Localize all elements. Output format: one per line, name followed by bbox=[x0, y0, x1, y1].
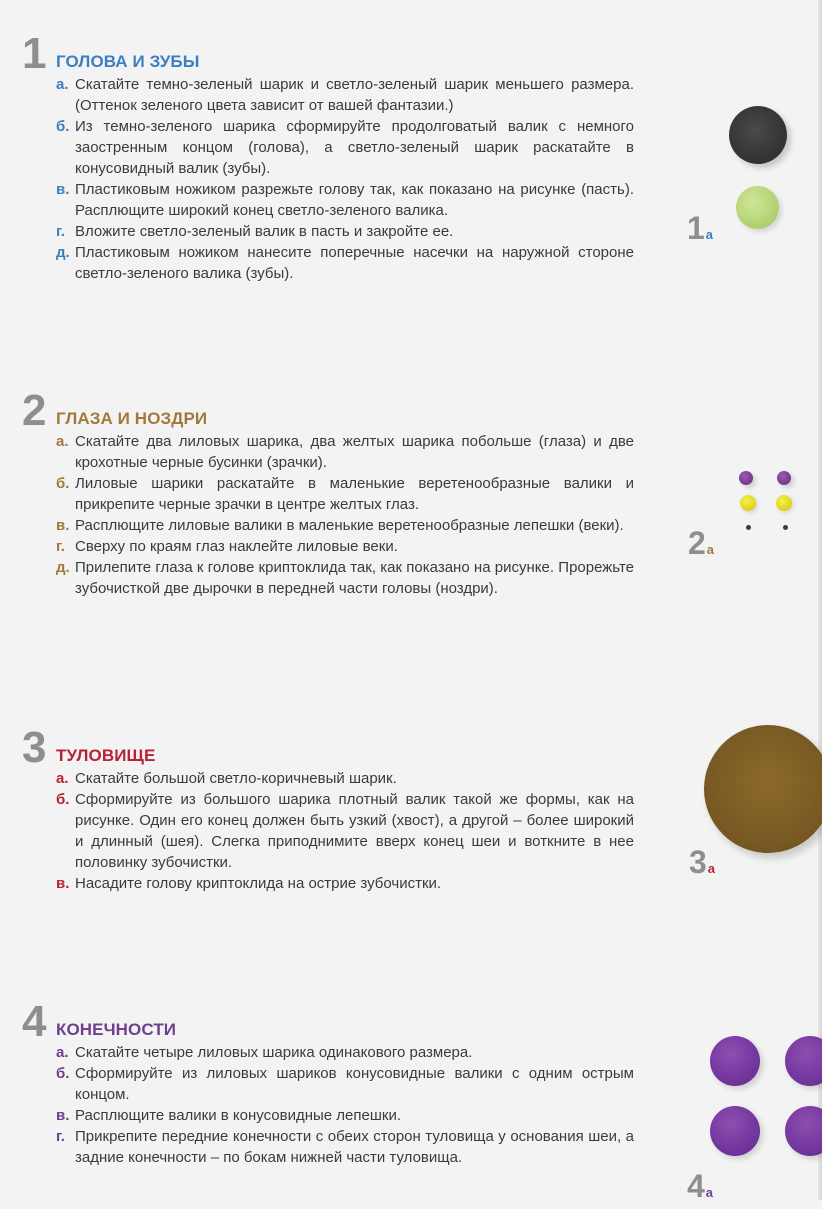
item-letter: в. bbox=[56, 181, 70, 198]
black-bead-image bbox=[746, 525, 751, 530]
figure-sub: а bbox=[705, 1185, 714, 1200]
list-item bbox=[56, 1126, 634, 1168]
item-letter: б. bbox=[56, 791, 70, 808]
item-text: Расплющите лиловые валики в маленькие веретенообразные лепешки (веки). bbox=[75, 517, 624, 534]
figure-label bbox=[687, 212, 713, 251]
purple-ball-image bbox=[785, 1106, 822, 1156]
yellow-ball-image bbox=[740, 495, 756, 511]
item-text: Лиловые шарики раскатайте в маленькие веретенообразные валики и прикрепите черные зрачки в центре желтых глаз. bbox=[75, 475, 634, 513]
item-text: Скатайте два лиловых шарика, два желтых шарика побольше (глаза) и две крохотные черные бусинки (зрачки). bbox=[75, 433, 634, 471]
black-bead-image bbox=[783, 525, 788, 530]
list-item bbox=[56, 74, 634, 116]
item-text: Расплющите валики в конусовидные лепешки. bbox=[75, 1107, 402, 1124]
list-item bbox=[56, 515, 634, 536]
item-letter: а. bbox=[56, 76, 69, 93]
item-text: Насадите голову криптоклида на острие зубочистки. bbox=[75, 875, 442, 892]
light-green-ball-image bbox=[736, 186, 779, 229]
item-letter: а. bbox=[56, 433, 69, 450]
purple-ball-image bbox=[777, 471, 791, 485]
step-1-section bbox=[0, 29, 700, 292]
item-letter: б. bbox=[56, 118, 70, 135]
list-item bbox=[56, 873, 634, 894]
list-item bbox=[56, 221, 634, 242]
step-4-section bbox=[0, 997, 700, 1180]
item-text: Сформируйте из большого шарика плотный валик такой же формы, как на рисунке. Один его конец должен быть узкий (хвост), а другой – более широкий и длинный (шея). Слегка приподнимите вверх конец шеи и воткните в нее половинку зубочистки. bbox=[75, 791, 634, 871]
item-letter: г. bbox=[56, 1128, 65, 1145]
list-item bbox=[56, 431, 634, 473]
item-letter: г. bbox=[56, 538, 65, 555]
item-letter: в. bbox=[56, 517, 70, 534]
list-item bbox=[56, 1042, 634, 1063]
item-text: Пластиковым ножиком нанесите поперечные насечки на наружной стороне светло-зеленого валика (зубы). bbox=[75, 244, 634, 282]
item-text: Вложите светло-зеленый валик в пасть и закройте ее. bbox=[75, 223, 454, 240]
item-letter: в. bbox=[56, 1107, 70, 1124]
list-item bbox=[56, 536, 634, 557]
item-text: Прикрепите передние конечности с обеих сторон туловища у основания шеи, а задние конечности – по бокам нижней части туловища. bbox=[75, 1128, 634, 1166]
item-text: Скатайте большой светло-коричневый шарик. bbox=[75, 770, 397, 787]
item-letter: б. bbox=[56, 1065, 70, 1082]
instruction-list bbox=[56, 768, 634, 894]
item-text: Сверху по краям глаз наклейте лиловые веки. bbox=[75, 538, 398, 555]
figure-number: 2 bbox=[688, 525, 705, 561]
list-item bbox=[56, 1105, 634, 1126]
step-2-section bbox=[0, 386, 700, 629]
figure-number: 1 bbox=[687, 210, 704, 246]
purple-ball-image bbox=[739, 471, 753, 485]
purple-ball-image bbox=[710, 1106, 760, 1156]
figure-label bbox=[688, 527, 714, 566]
item-text: Пластиковым ножиком разрежьте голову так, как показано на рисунке (пасть). Расплющите широкий конец светло-зеленого валика. bbox=[75, 181, 634, 219]
step-number: 4 bbox=[22, 997, 46, 1046]
item-text: Скатайте четыре лиловых шарика одинакового размера. bbox=[75, 1044, 473, 1061]
figure-label bbox=[689, 846, 715, 885]
list-item bbox=[56, 473, 634, 515]
item-text: Скатайте темно-зеленый шарик и светло-зеленый шарик меньшего размера. (Оттенок зеленого цвета зависит от вашей фантазии.) bbox=[75, 76, 634, 114]
figure-number: 3 bbox=[689, 844, 706, 880]
figure-label bbox=[687, 1170, 713, 1209]
item-letter: д. bbox=[56, 244, 70, 261]
item-letter: д. bbox=[56, 559, 70, 576]
item-letter: а. bbox=[56, 1044, 69, 1061]
list-item bbox=[56, 242, 634, 284]
step-title: ГОЛОВА И ЗУБЫ bbox=[56, 52, 200, 71]
step-number: 1 bbox=[22, 29, 46, 78]
light-brown-ball-image bbox=[704, 725, 822, 853]
item-letter: а. bbox=[56, 770, 69, 787]
item-text: Сформируйте из лиловых шариков конусовидные валики с одним острым концом. bbox=[75, 1065, 634, 1103]
step-number: 3 bbox=[22, 723, 46, 772]
figure-sub: а bbox=[706, 542, 715, 557]
list-item bbox=[56, 116, 634, 179]
yellow-ball-image bbox=[776, 495, 792, 511]
figure-number: 4 bbox=[687, 1168, 704, 1204]
page-edge bbox=[818, 0, 822, 1200]
instruction-list bbox=[56, 1042, 634, 1168]
list-item bbox=[56, 768, 634, 789]
item-text: Прилепите глаза к голове криптоклида так, как показано на рисунке. Прорежьте зубочисткой две дырочки в передней части головы (ноздри). bbox=[75, 559, 634, 597]
list-item bbox=[56, 179, 634, 221]
figure-sub: а bbox=[705, 227, 714, 242]
item-letter: б. bbox=[56, 475, 70, 492]
list-item bbox=[56, 1063, 634, 1105]
instruction-list bbox=[56, 431, 634, 599]
instruction-list bbox=[56, 74, 634, 284]
list-item bbox=[56, 557, 634, 599]
step-title: КОНЕЧНОСТИ bbox=[56, 1020, 177, 1039]
step-title: ТУЛОВИЩЕ bbox=[56, 746, 156, 765]
step-3-section bbox=[0, 723, 700, 906]
purple-ball-image bbox=[710, 1036, 760, 1086]
dark-green-ball-image bbox=[729, 106, 787, 164]
item-text: Из темно-зеленого шарика сформируйте продолговатый валик с немного заостренным концом (голова), а светло-зеленый шарик раскатайте в конусовидный валик (зубы). bbox=[75, 118, 634, 177]
item-letter: г. bbox=[56, 223, 65, 240]
step-number: 2 bbox=[22, 386, 46, 435]
item-letter: в. bbox=[56, 875, 70, 892]
purple-ball-image bbox=[785, 1036, 822, 1086]
list-item bbox=[56, 789, 634, 873]
figure-sub: а bbox=[707, 861, 716, 876]
step-title: ГЛАЗА И НОЗДРИ bbox=[56, 409, 208, 428]
